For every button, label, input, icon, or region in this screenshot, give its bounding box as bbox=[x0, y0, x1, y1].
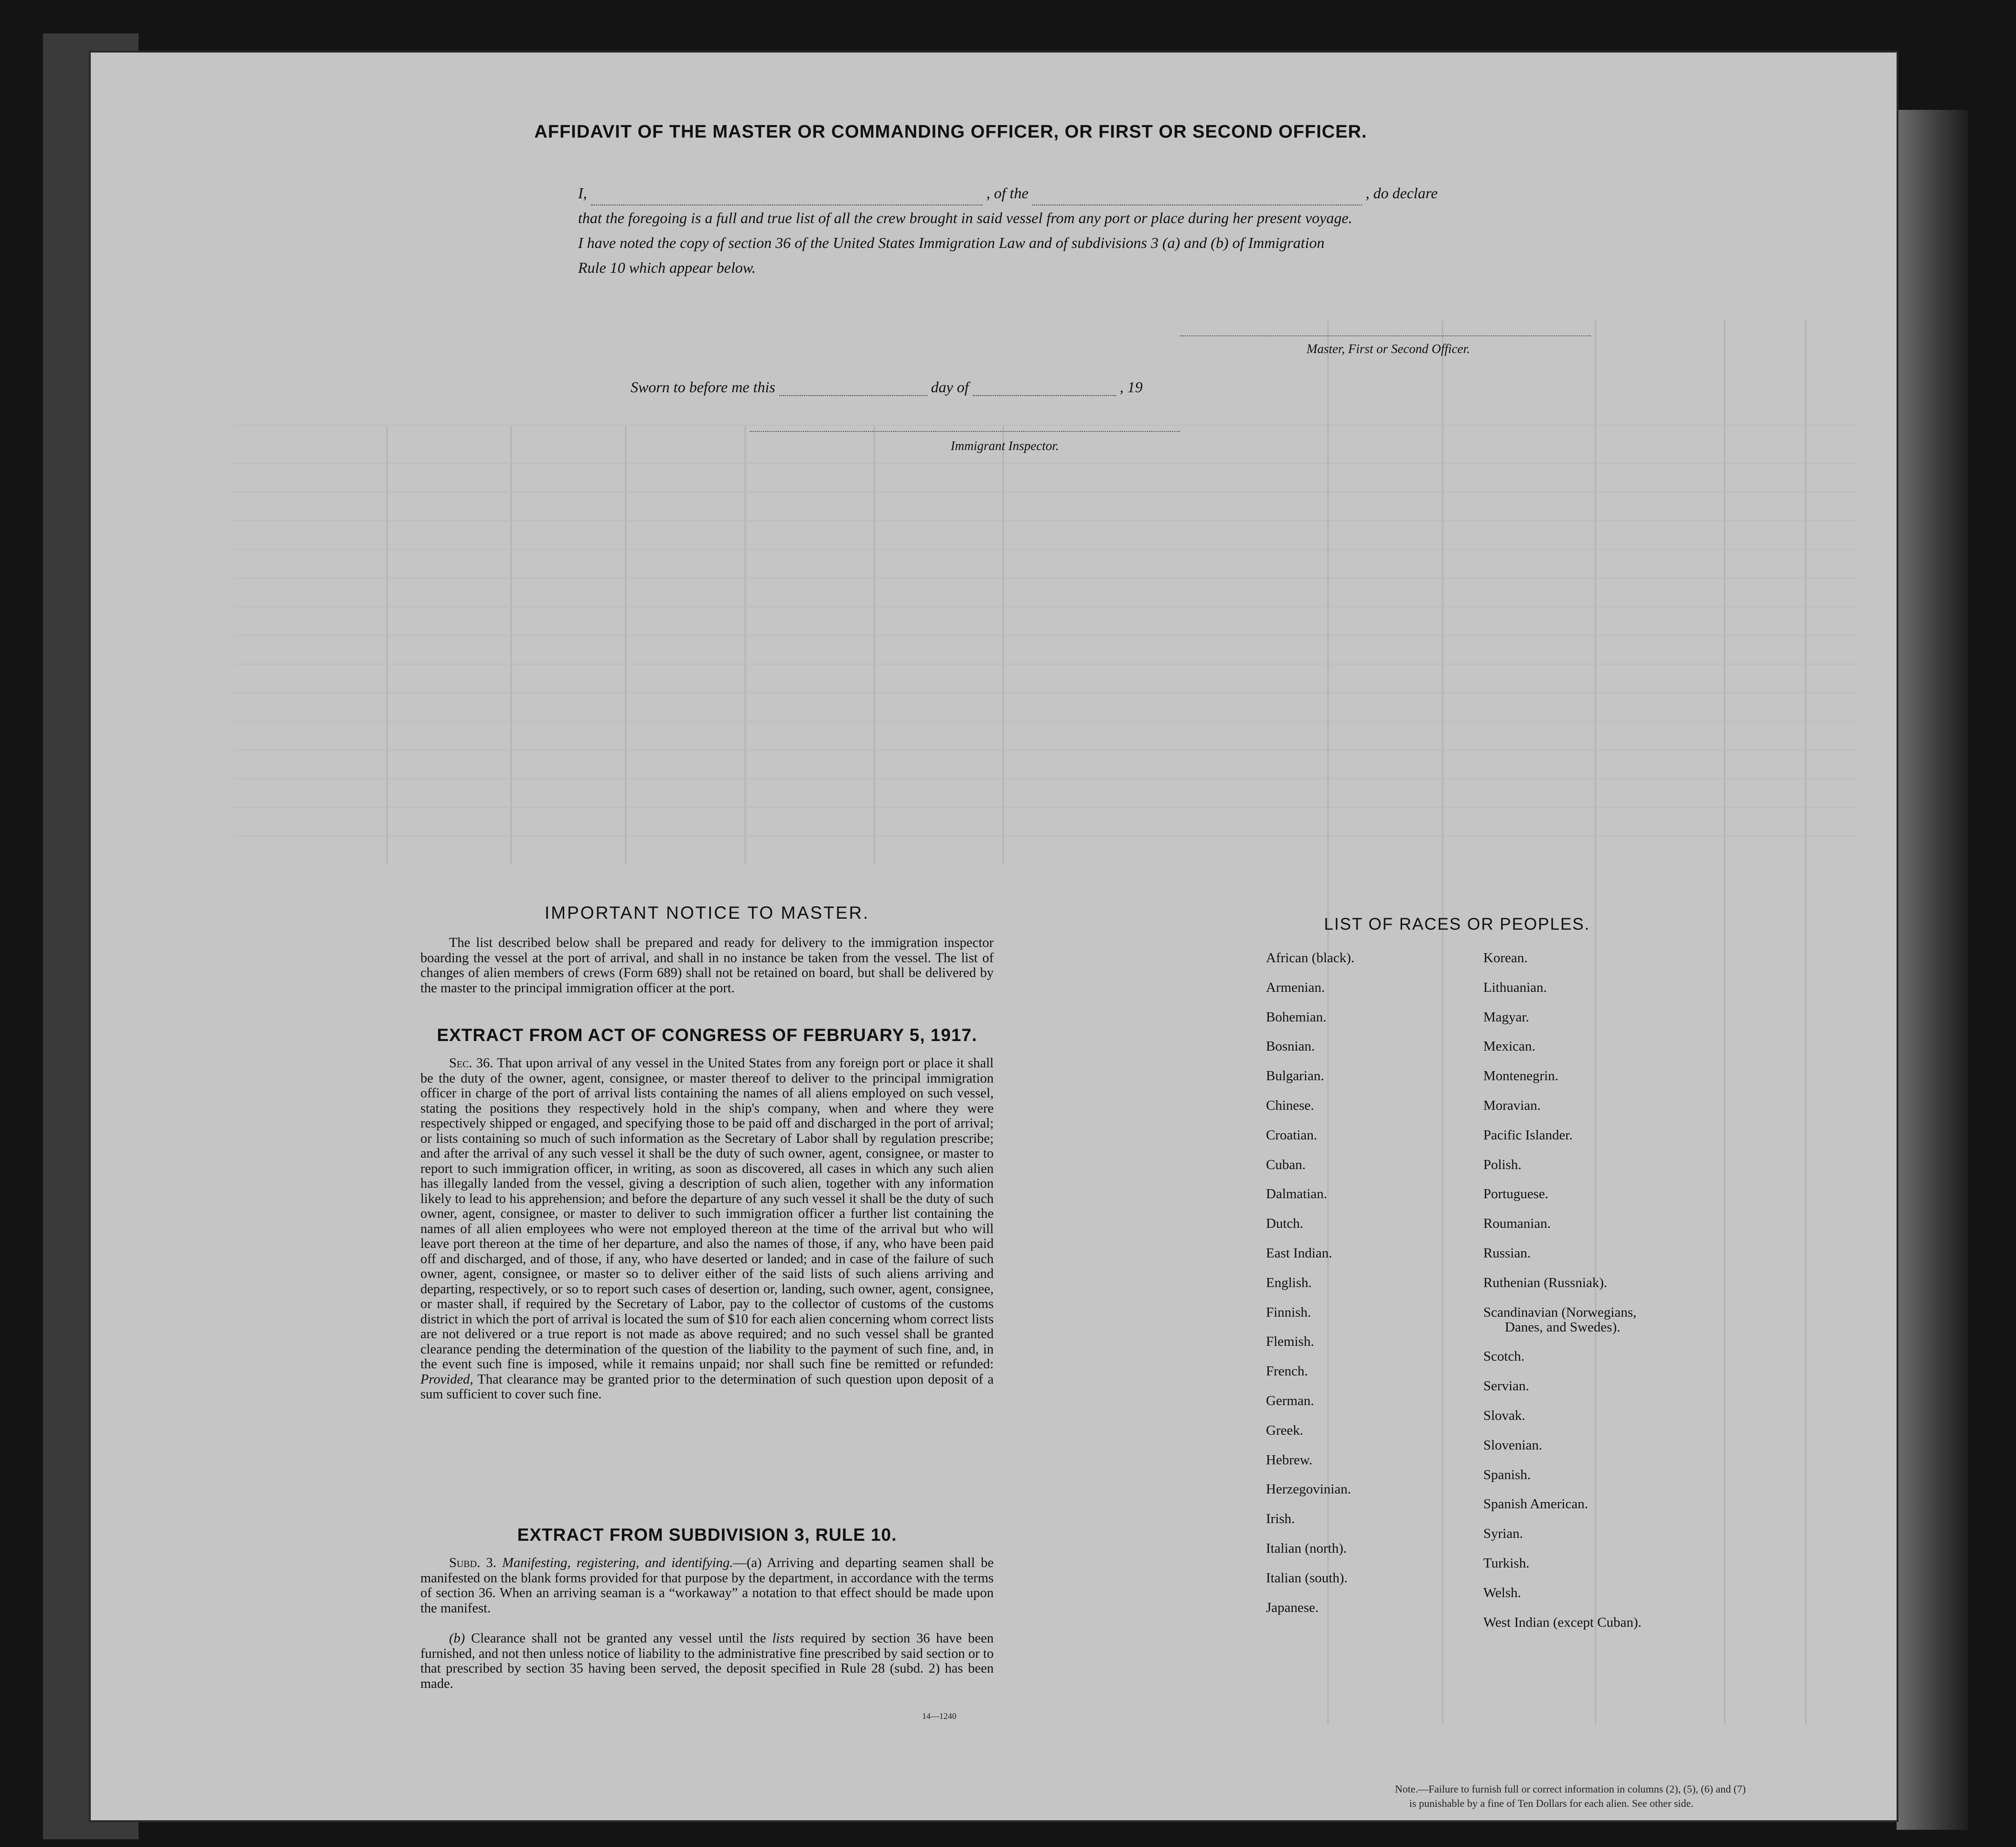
race-item: Danes, and Swedes). bbox=[1505, 1319, 1620, 1335]
extract-act-title: EXTRACT FROM ACT OF CONGRESS OF FEBRUARY 5, 1917. bbox=[437, 1025, 977, 1045]
race-item: Slovak. bbox=[1483, 1408, 1525, 1423]
race-item: French. bbox=[1266, 1364, 1308, 1379]
declaration-line-3: I have noted the copy of section 36 of the United States Immigration Law and of subdivisions 3 (a) and (b) of Immigration bbox=[578, 234, 1325, 251]
form-number: 14—1240 bbox=[922, 1711, 956, 1721]
declarant-prefix: I, bbox=[578, 184, 587, 202]
declaration-line-4: Rule 10 which appear below. bbox=[578, 259, 756, 276]
race-item: Croatian. bbox=[1266, 1127, 1318, 1143]
subd-label: Subd. 3. bbox=[449, 1556, 496, 1570]
race-item: Slovenian. bbox=[1483, 1437, 1543, 1453]
para-b-post: required by section 36 have been furnished, and not then unless notice of liability to the administrative fine prescribed by said section or to that prescribed by section 35 having been served, the deposit specified in Rule 28 (subd. 2) has been made. bbox=[420, 1631, 994, 1691]
race-item: Montenegrin. bbox=[1483, 1068, 1559, 1084]
race-item: Armenian. bbox=[1266, 979, 1325, 995]
race-item: Cuban. bbox=[1266, 1157, 1306, 1172]
race-item: Lithuanian. bbox=[1483, 979, 1547, 995]
race-item: Dutch. bbox=[1266, 1216, 1304, 1232]
race-item: Scotch. bbox=[1483, 1349, 1525, 1364]
race-item: Greek. bbox=[1266, 1422, 1304, 1438]
section-36-label: Sec. 36. bbox=[449, 1056, 493, 1071]
race-item: Irish. bbox=[1266, 1511, 1295, 1527]
provided-text: That clearance may be granted prior to the determination of such question upon deposit of a sum sufficient to cover such fine. bbox=[420, 1372, 994, 1402]
race-item: Flemish. bbox=[1266, 1334, 1314, 1350]
extract-act-body bbox=[420, 1056, 994, 1402]
of-the-text: , of the bbox=[986, 184, 1029, 202]
race-item: Japanese. bbox=[1266, 1600, 1319, 1615]
race-item: Welsh. bbox=[1483, 1585, 1522, 1600]
race-item: Bulgarian. bbox=[1266, 1068, 1324, 1084]
declarant-name-field[interactable] bbox=[591, 190, 983, 205]
race-item: Polish. bbox=[1483, 1157, 1522, 1172]
provided-label: Provided, bbox=[420, 1372, 473, 1387]
race-item: Spanish. bbox=[1483, 1467, 1531, 1482]
declaration-line-2: that the foregoing is a full and true list of all the crew brought in said vessel from any port or place during her present voyage. bbox=[578, 209, 1352, 226]
race-item: Ruthenian (Russniak). bbox=[1483, 1275, 1608, 1290]
sworn-month-field[interactable] bbox=[973, 381, 1116, 396]
extract-rule-title: EXTRACT FROM SUBDIVISION 3, RULE 10. bbox=[517, 1525, 897, 1545]
para-b-label: (b) bbox=[449, 1631, 465, 1646]
race-item: Herzegovinian. bbox=[1266, 1482, 1351, 1497]
race-item: Italian (south). bbox=[1266, 1570, 1348, 1586]
extract-rule-para-b bbox=[420, 1631, 994, 1691]
race-item: Russian. bbox=[1483, 1246, 1531, 1261]
race-item: African (black). bbox=[1266, 950, 1355, 966]
inspector-signature-line[interactable] bbox=[750, 430, 1180, 432]
underlying-page-edge bbox=[1897, 110, 1968, 1830]
race-item: Turkish. bbox=[1483, 1556, 1530, 1571]
sworn-day-of: day of bbox=[931, 378, 969, 396]
notice-title: IMPORTANT NOTICE TO MASTER. bbox=[545, 903, 869, 923]
race-item: Dalmatian. bbox=[1266, 1186, 1328, 1202]
bottom-note-line-1: Note.—Failure to furnish full or correct information in columns (2), (5), (6) and (7) bbox=[1395, 1783, 1746, 1795]
race-item: East Indian. bbox=[1266, 1246, 1332, 1261]
manifest-page bbox=[91, 53, 1897, 1820]
sworn-prefix: Sworn to before me this bbox=[631, 378, 775, 396]
race-item: Hebrew. bbox=[1266, 1452, 1313, 1468]
race-item: Mexican. bbox=[1483, 1039, 1535, 1054]
bottom-note bbox=[1395, 1782, 1873, 1811]
race-item: Servian. bbox=[1483, 1378, 1529, 1394]
notice-body: The list described below shall be prepared and ready for delivery to the immigration inspector boarding the vessel at the port of arrival, and shall in no instance be taken from the vessel. The list of changes of alien members of crews (Form 689) shall not be retained on board, but shall be delivered by the master to the principal immigration officer at the port. bbox=[420, 935, 994, 996]
section-36-text: That upon arrival of any vessel in the United States from any foreign port or place it shall be the duty of the owner, agent, consignee, or master thereof to deliver to the principal immigration officer in charge of the port of arrival lists containing the names of all aliens employed on such vessel, stating the positions they respectively hold in the ship's company, when and where they were respectively shipped or engaged, and specifying those to be paid off and discharged in the port of arrival; or lists containing so much of such information as the Secretary of Labor shall by regulation prescribe; and after the arrival of any such vessel it shall be the duty of such owner, agent, consignee, or master to report to such immigration officer, in writing, as soon as discovered, all cases in which any such alien has illegally landed from the vessel, giving a description of such alien, together with any information likely to lead to his apprehension; and before the departure of any such vessel it shall be the duty of such owner, agent, consignee, or master to deliver to such immigration officer a further list containing the names of all alien employees who were not employed thereon at the time of the arrival but who will leave port thereon at the time of her departure, and also the names of those, if any, who have been paid off and discharged, and of those, if any, who have deserted or landed; and in case of the failure of such owner, agent, consignee, or master so to deliver either of the said lists of such aliens arriving and departing, respectively, or so to report such cases of desertion or, landing, such owner, agent, consignee, or master shall, if required by the Secretary of Labor, pay to the collector of customs of the customs district in which the port of arrival is located the sum of $10 for each alien concerning whom correct lists are not delivered or a true report is not made as above required; and no such vessel shall be granted clearance pending the determination of the question of the liability to the payment of such fine, and, in the event such fine is imposed, while it remains unpaid; nor shall such fine be remitted or refunded: bbox=[420, 1056, 994, 1372]
sworn-year-field[interactable] bbox=[1147, 382, 1156, 396]
race-item: Finnish. bbox=[1266, 1304, 1311, 1320]
master-signature-line[interactable] bbox=[1180, 334, 1591, 336]
para-a-text: Arriving and departing seamen shall be manifested on the blank forms provided for that purpose by the department, in accordance with the terms of section 36. When an arriving seaman is a “workaway” a notation to that effect should be made upon the manifest. bbox=[420, 1556, 994, 1616]
bottom-note-line-2: is punishable by a fine of Ten Dollars for each alien. See other side. bbox=[1409, 1797, 1694, 1809]
race-item: Magyar. bbox=[1483, 1009, 1529, 1025]
race-item: Pacific Islander. bbox=[1483, 1127, 1573, 1143]
sworn-date-field[interactable] bbox=[779, 381, 927, 396]
race-item: Korean. bbox=[1483, 950, 1528, 966]
inspector-label: Immigrant Inspector. bbox=[951, 439, 1059, 453]
extract-rule-para-a bbox=[420, 1556, 994, 1616]
race-item: Syrian. bbox=[1483, 1526, 1523, 1542]
affidavit-declaration bbox=[578, 181, 1533, 280]
race-item: Roumanian. bbox=[1483, 1216, 1551, 1232]
race-item: Portuguese. bbox=[1483, 1186, 1549, 1202]
bleed-through-grid bbox=[91, 53, 1897, 1820]
races-title: LIST OF RACES OR PEOPLES. bbox=[1324, 915, 1590, 934]
race-item: Scandinavian (Norwegians, bbox=[1483, 1304, 1637, 1320]
race-item: Moravian. bbox=[1483, 1098, 1541, 1113]
do-declare-text: , do declare bbox=[1365, 184, 1438, 202]
race-item: Bosnian. bbox=[1266, 1039, 1315, 1054]
para-b-lists: lists bbox=[772, 1631, 794, 1646]
sworn-year: , 19 bbox=[1119, 378, 1143, 396]
master-signature-label: Master, First or Second Officer. bbox=[1307, 342, 1470, 356]
race-item: Bohemian. bbox=[1266, 1009, 1327, 1025]
race-item: Spanish American. bbox=[1483, 1496, 1588, 1512]
race-item: German. bbox=[1266, 1393, 1314, 1408]
subd-heading: Manifesting, registering, and identifying. bbox=[502, 1556, 733, 1570]
race-item: Chinese. bbox=[1266, 1098, 1314, 1113]
para-a-label: —(a) bbox=[733, 1556, 762, 1570]
race-item: English. bbox=[1266, 1275, 1312, 1290]
sworn-line bbox=[631, 378, 1347, 396]
race-item: West Indian (except Cuban). bbox=[1483, 1614, 1642, 1630]
declaration-line-1 bbox=[578, 181, 1533, 205]
para-b-pre: Clearance shall not be granted any vessel until the bbox=[471, 1631, 766, 1646]
affidavit-title: AFFIDAVIT OF THE MASTER OR COMMANDING OFFICER, OR FIRST OR SECOND OFFICER. bbox=[534, 122, 1367, 142]
vessel-name-field[interactable] bbox=[1032, 190, 1362, 205]
race-item: Italian (north). bbox=[1266, 1541, 1347, 1556]
